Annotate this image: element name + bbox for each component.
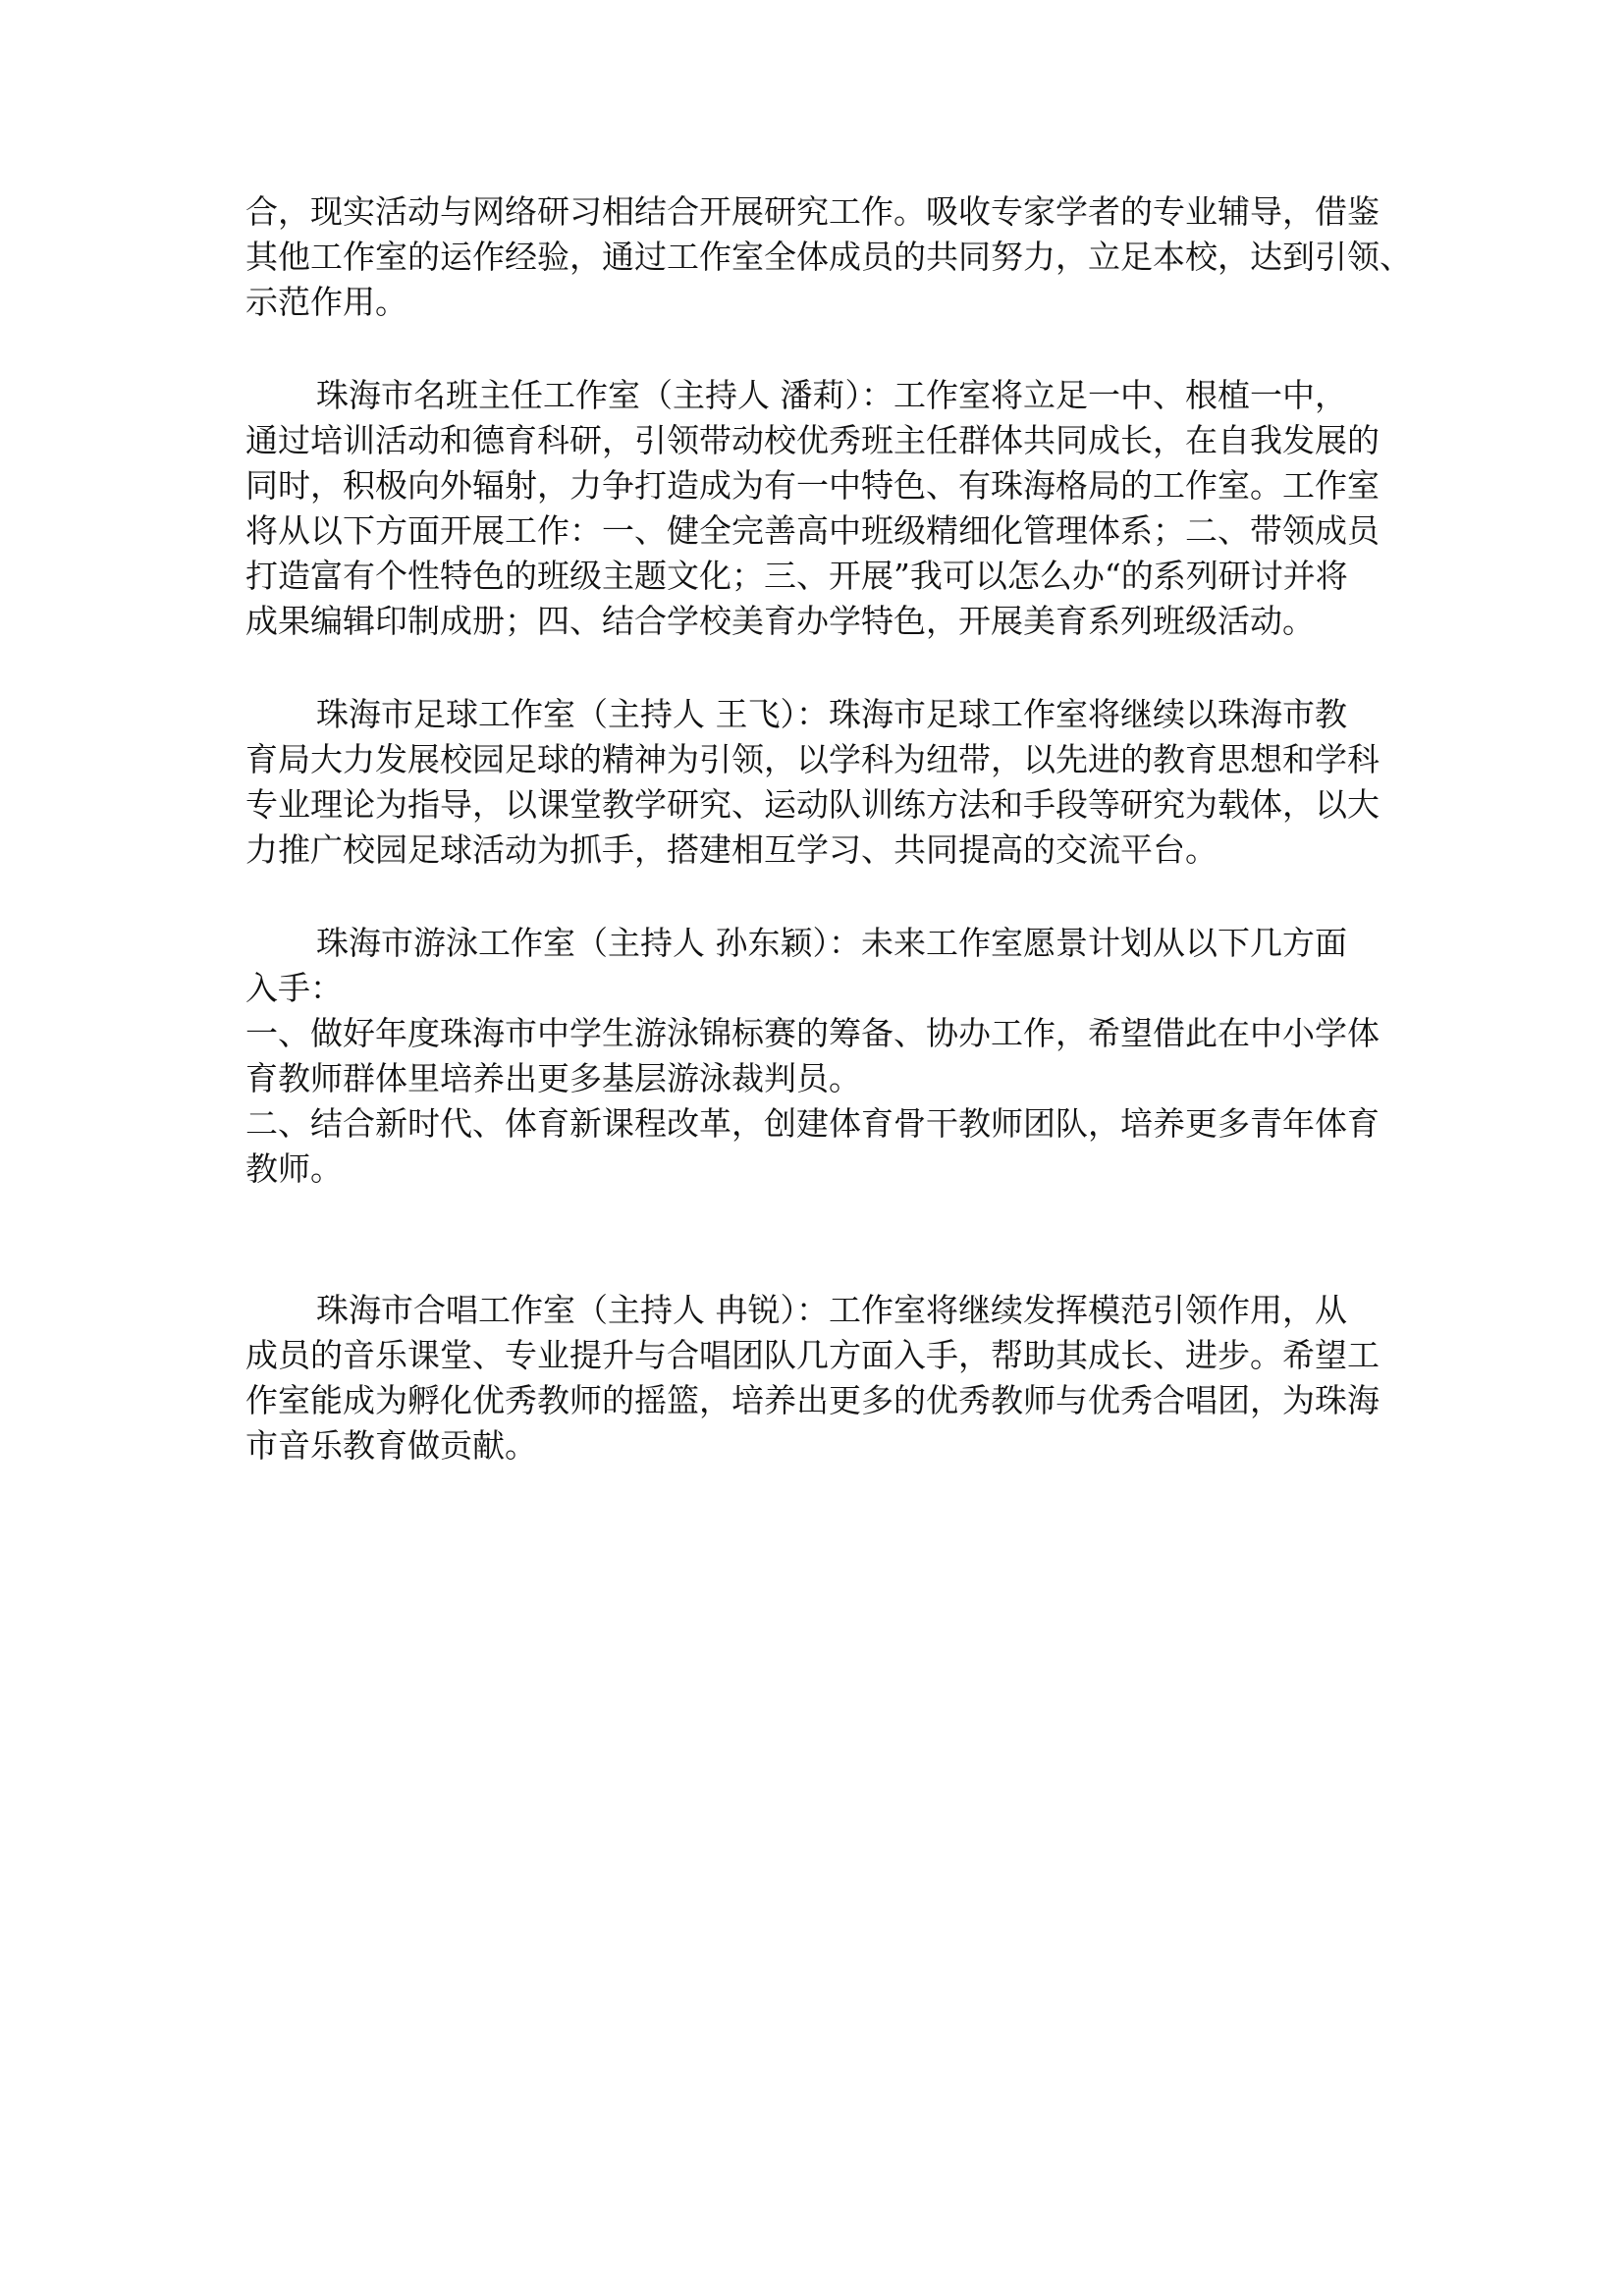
paragraph-line: 教师。: [245, 1149, 343, 1188]
paragraph-line: 二、结合新时代、体育新课程改革，创建体育骨干教师团队，培养更多青年体育: [245, 1104, 1380, 1143]
paragraph-swimming-studio: [245, 921, 1389, 1192]
paragraph-line: 市音乐教育做贡献。: [245, 1426, 537, 1465]
paragraph-line: 育教师群体里培养出更多基层游泳裁判员。: [245, 1059, 861, 1097]
paragraph-line: 同时，积极向外辐射，力争打造成为有一中特色、有珠海格局的工作室。工作室: [245, 466, 1380, 505]
paragraph-line: 通过培训活动和德育科研，引领带动校优秀班主任群体共同成长，在自我发展的: [245, 421, 1380, 459]
paragraph-line: 成果编辑印制成册；四、结合学校美育办学特色，开展美育系列班级活动。: [245, 602, 1315, 640]
paragraph-class-teacher-studio: [245, 373, 1389, 644]
paragraph-line: 打造富有个性特色的班级主题文化；三、开展”我可以怎么办“的系列研讨并将: [245, 557, 1348, 595]
paragraph-line: 示范作用。: [245, 283, 407, 321]
paragraph-line: 作室能成为孵化优秀教师的摇篮，培养出更多的优秀教师与优秀合唱团，为珠海: [245, 1381, 1380, 1419]
paragraph-line: 育局大力发展校园足球的精神为引领，以学科为纽带，以先进的教育思想和学科: [245, 740, 1380, 778]
paragraph-gap: [245, 1192, 1389, 1288]
paragraph-line: 力推广校园足球活动为抓手，搭建相互学习、共同提高的交流平台。: [245, 830, 1218, 869]
paragraph-line: 珠海市合唱工作室（主持人 冉锐）：工作室将继续发挥模范引领作用，从: [316, 1291, 1347, 1329]
paragraph-line: 一、做好年度珠海市中学生游泳锦标赛的筹备、协办工作，希望借此在中小学体: [245, 1014, 1380, 1052]
paragraph-line: 珠海市足球工作室（主持人 王飞）：珠海市足球工作室将继续以珠海市教: [316, 695, 1347, 733]
paragraph-line: 入手：: [245, 969, 343, 1007]
document-body: [245, 189, 1412, 1468]
paragraph-gap: [245, 873, 1389, 921]
paragraph-football-studio: [245, 692, 1389, 873]
paragraph-intro-continuation: [245, 189, 1412, 325]
paragraph-line: 专业理论为指导，以课堂教学研究、运动队训练方法和手段等研究为载体，以大: [245, 785, 1380, 824]
paragraph-line: 成员的音乐课堂、专业提升与合唱团队几方面入手，帮助其成长、进步。希望工: [245, 1336, 1380, 1374]
paragraph-line: 合，现实活动与网络研习相结合开展研究工作。吸收专家学者的专业辅导，借鉴: [245, 192, 1380, 231]
paragraph-gap: [245, 325, 1389, 373]
paragraph-gap: [245, 644, 1389, 692]
paragraph-choir-studio: [245, 1288, 1389, 1468]
paragraph-line: 珠海市游泳工作室（主持人 孙东颖）：未来工作室愿景计划从以下几方面: [316, 924, 1347, 962]
paragraph-line: 其他工作室的运作经验，通过工作室全体成员的共同努力，立足本校，达到引领、: [245, 238, 1412, 276]
paragraph-line: 将从以下方面开展工作：一、健全完善高中班级精细化管理体系；二、带领成员: [245, 511, 1380, 550]
paragraph-line: 珠海市名班主任工作室（主持人 潘莉）：工作室将立足一中、根植一中，: [316, 376, 1347, 414]
